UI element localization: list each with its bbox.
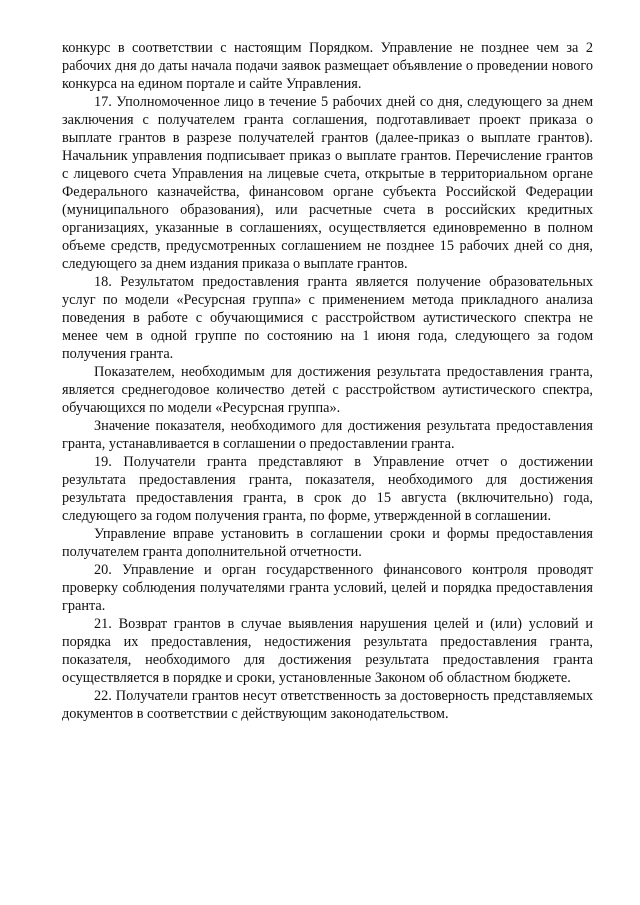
paragraph-19-reporting: Управление вправе установить в соглашении сроки и формы предоставления получателем гранта дополнительной отчетности. (62, 526, 593, 560)
paragraph-22: 22. Получатели грантов несут ответственность за достоверность представляемых документов в соответствии с действующим законодательством. (62, 688, 593, 722)
paragraph-18-indicator-value: Значение показателя, необходимого для достижения результата предоставления гранта, устанавливается в соглашении о предоставлении гранта. (62, 418, 593, 452)
paragraph-18: 18. Результатом предоставления гранта является получение образовательных услуг по модели «Ресурсная группа» с применением метода прикладного анализа поведения в работе с обучающимися с расстройством аутистического спектра не менее чем в одной группе по состоянию на 1 июня года, следующего за годом получения гранта. (62, 274, 593, 362)
paragraph-19: 19. Получатели гранта представляют в Управление отчет о достижении результата предоставления гранта, показателя, необходимого для достижения результата предоставления гранта, в срок до 15 августа (включительно) года, следующего за годом получения гранта, по форме, утвержденной в соглашении. (62, 454, 593, 524)
document-page (62, 39, 593, 723)
paragraph-18-indicator: Показателем, необходимым для достижения результата предоставления гранта, является среднегодовое количество детей с расстройством аутистического спектра, обучающихся по модели «Ресурсная группа». (62, 364, 593, 416)
paragraph-17: 17. Уполномоченное лицо в течение 5 рабочих дней со дня, следующего за днем заключения с получателем гранта соглашения, подготавливает проект приказа о выплате грантов в разрезе получателей грантов (далее-приказ о выплате грантов). Начальник управления подписывает приказ о выплате грантов. Перечисление грантов с лицевого счета Управления на лицевые счета, открытые в территориальном органе Федерального казначейства, финансовом органе субъекта Российской Федерации (муниципального образования), или расчетные счета в российских кредитных организациях, указанные в соглашениях, осуществляется единовременно в полном объеме средств, предусмотренных соглашением не позднее 15 рабочих дней со дня, следующего за днем издания приказа о выплате грантов. (62, 94, 593, 272)
paragraph-21: 21. Возврат грантов в случае выявления нарушения целей и (или) условий и порядка их предоставления, недостижения результата предоставления гранта, показателя, необходимого для достижения результата предоставления гранта осуществляется в порядке и сроки, установленные Законом об областном бюджете. (62, 616, 593, 686)
paragraph-continuation: конкурс в соответствии с настоящим Порядком. Управление не позднее чем за 2 рабочих дня до даты начала подачи заявок размещает объявление о проведении нового конкурса на едином портале и сайте Управления. (62, 40, 593, 92)
paragraph-20: 20. Управление и орган государственного финансового контроля проводят проверку соблюдения получателями гранта условий, целей и порядка предоставления гранта. (62, 562, 593, 614)
